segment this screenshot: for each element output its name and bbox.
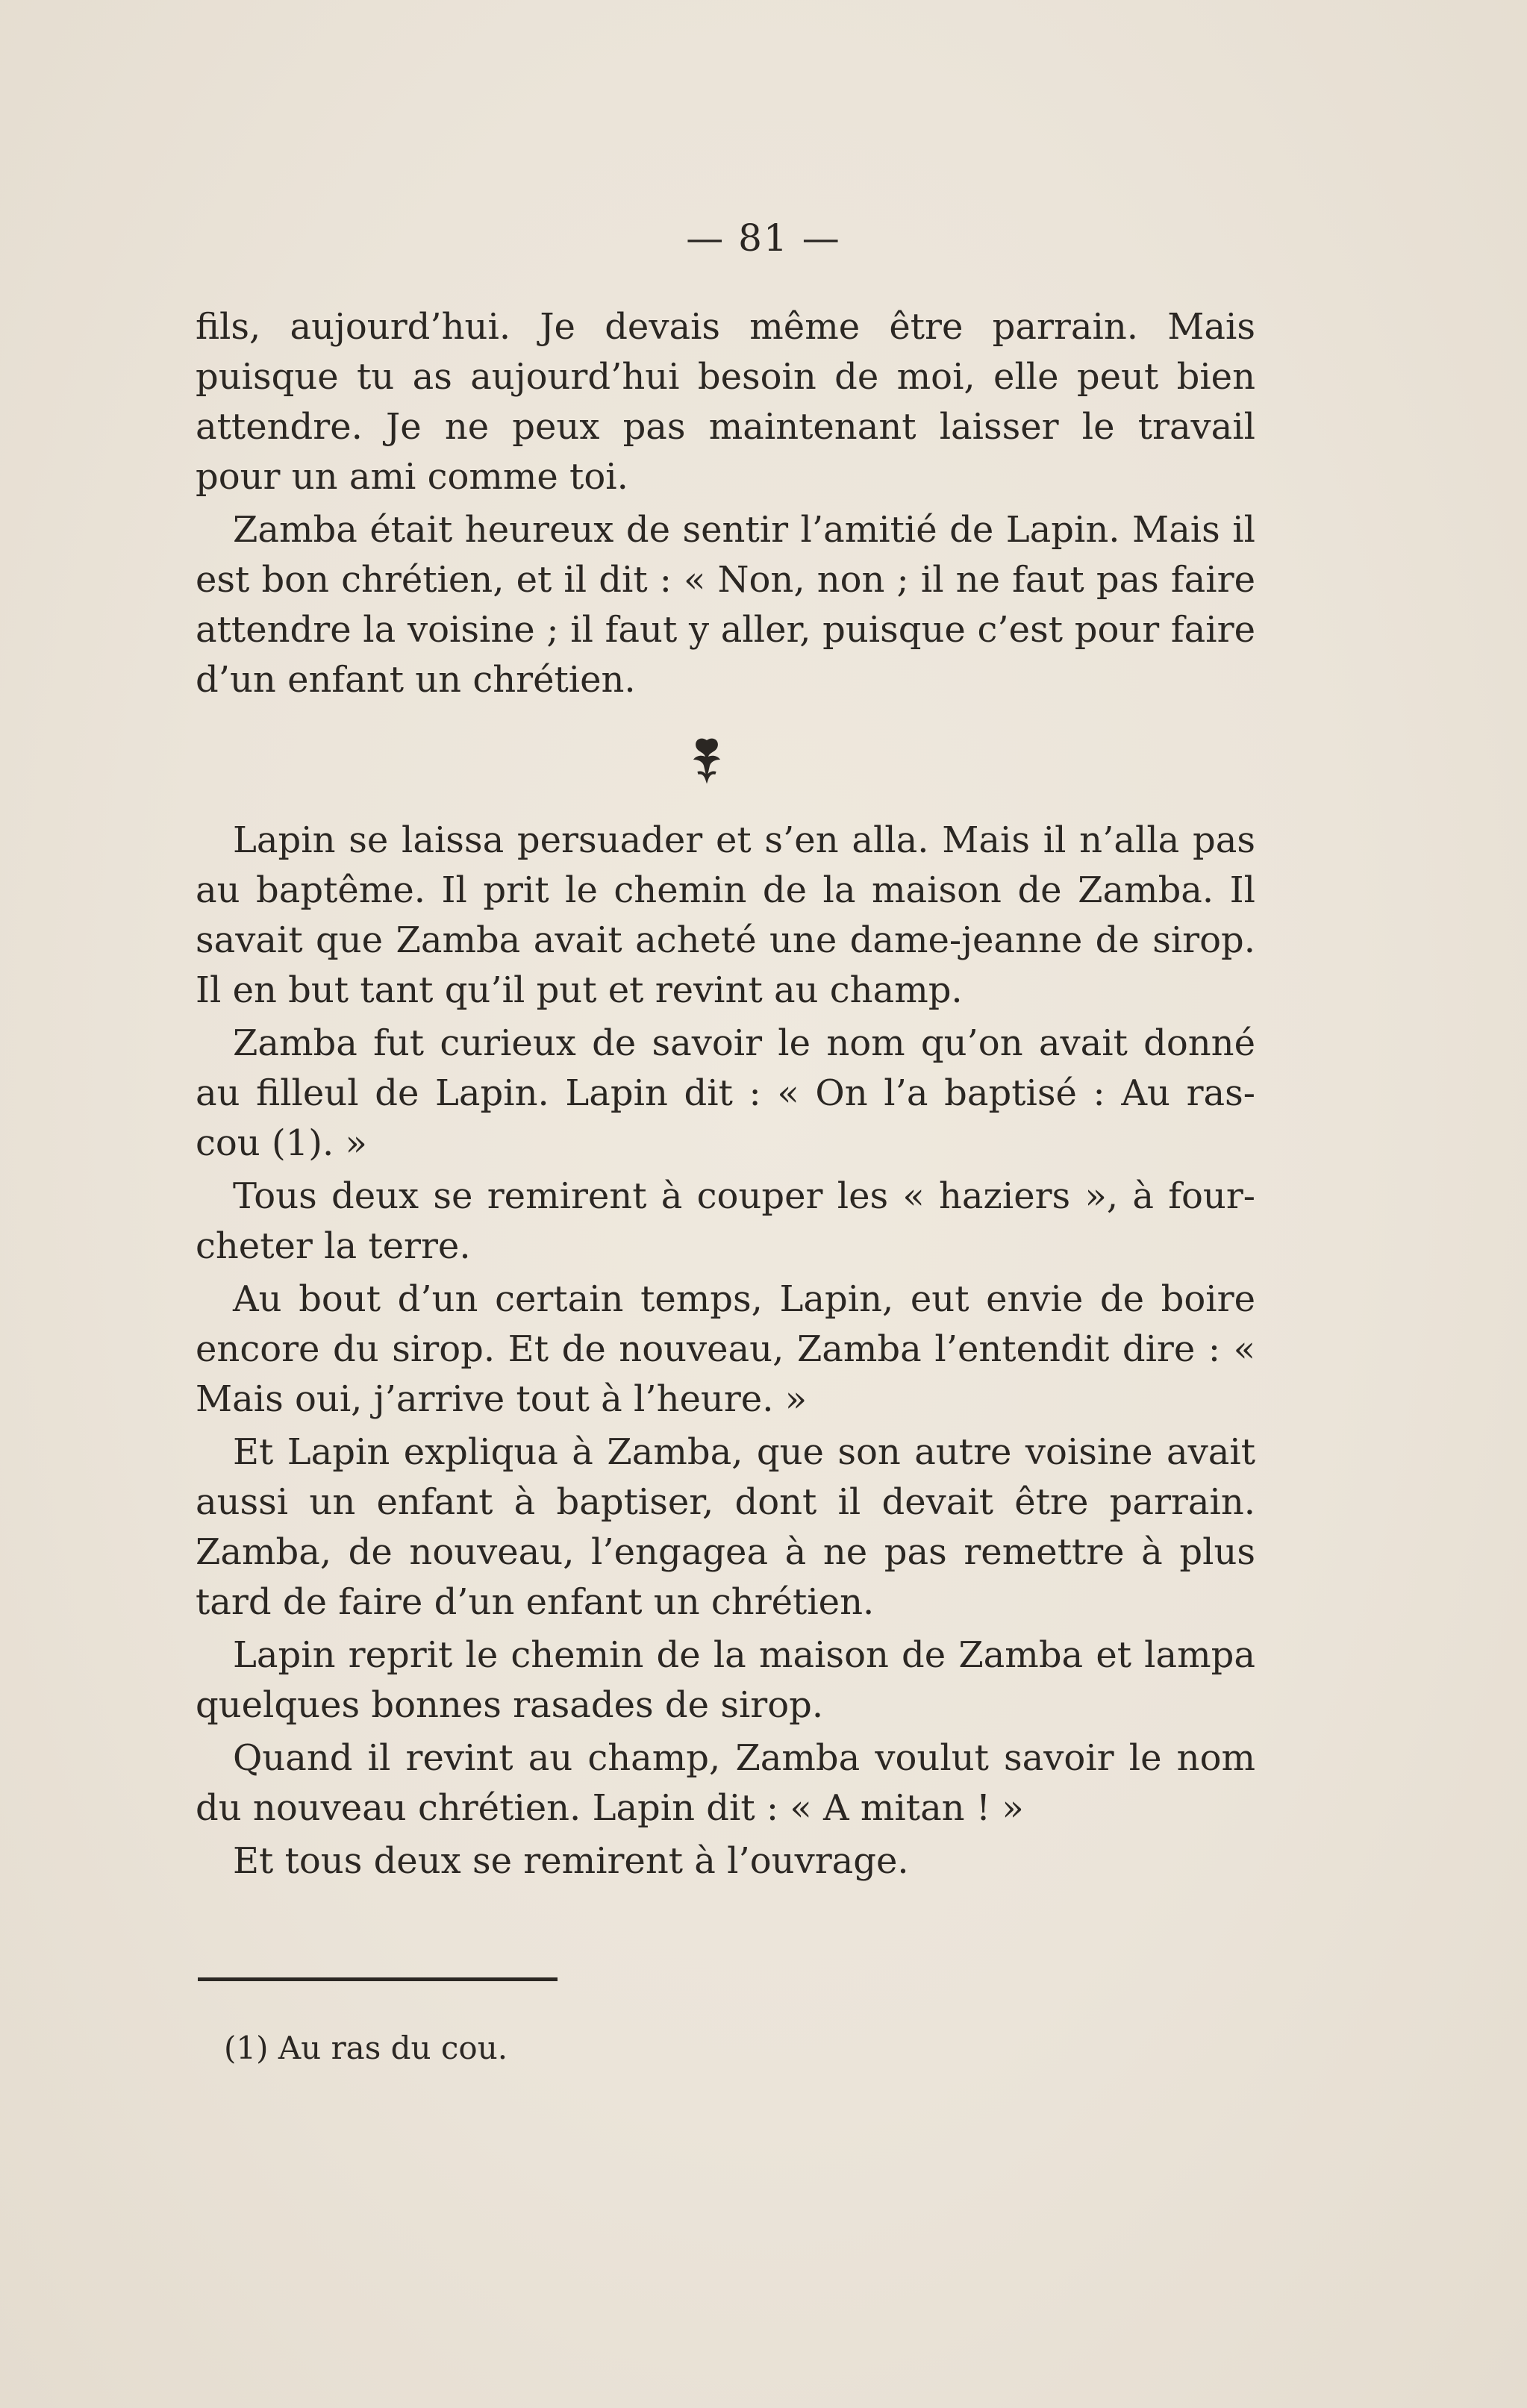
body-text bbox=[196, 302, 1255, 1886]
paragraph: Lapin reprit le chemin de la maison de Zamba et lampa quelques bonnes rasades de sirop. bbox=[196, 1634, 1255, 1726]
paragraph: Lapin se laissa persuader et s’en alla. Mais il n’alla pas au baptême. Il prit le chemin de la maison de Zamba. Il savait que Zamba avait acheté une dame-jeanne de sirop. Il en but tant qu’il put et revint au champ. bbox=[196, 819, 1255, 1011]
paragraph: Quand il revint au champ, Zamba voulut savoir le nom du nouveau chrétien. Lapin dit : « A mitan ! » bbox=[196, 1737, 1255, 1829]
section-ornament bbox=[196, 705, 1255, 816]
footnote: (1) Au ras du cou. bbox=[224, 2030, 508, 2066]
paragraph: fils, aujourd’hui. Je devais même être parrain. Mais puisque tu as aujourd’hui besoin de moi, elle peut bien attendre. Je ne peux pas maintenant laisser le travail pour un ami comme toi. bbox=[196, 306, 1255, 498]
fleuron-icon bbox=[684, 734, 729, 786]
paragraph: Zamba était heureux de sentir l’amitié de Lapin. Mais il est bon chrétien, et il dit : « Non, non ; il ne faut pas faire attendre la voisine ; il faut y aller, puisque c’est pour faire d’un enfant un chrétien. bbox=[196, 509, 1255, 701]
paragraph: Et Lapin expliqua à Zamba, que son autre voisine avait aussi un enfant à baptiser, dont il devait être parrain. Zamba, de nouveau, l’engagea à ne pas remettre à plus tard de faire d’un enfant un chrétien. bbox=[196, 1431, 1255, 1623]
page-number: — 81 — bbox=[686, 216, 841, 260]
paragraph: Tous deux se remirent à couper les « haziers », à four-cheter la terre. bbox=[196, 1175, 1255, 1267]
paragraph: Zamba fut curieux de savoir le nom qu’on avait donné au filleul de Lapin. Lapin dit : « On l’a baptisé : Au ras-cou (1). » bbox=[196, 1022, 1255, 1164]
paragraph: Au bout d’un certain temps, Lapin, eut envie de boire encore du sirop. Et de nouveau, Zamba l’entendit dire : « Mais oui, j’arrive tout à l’heure. » bbox=[196, 1278, 1255, 1420]
paragraph: Et tous deux se remirent à l’ouvrage. bbox=[233, 1840, 909, 1882]
footnote-rule bbox=[198, 1977, 558, 1981]
